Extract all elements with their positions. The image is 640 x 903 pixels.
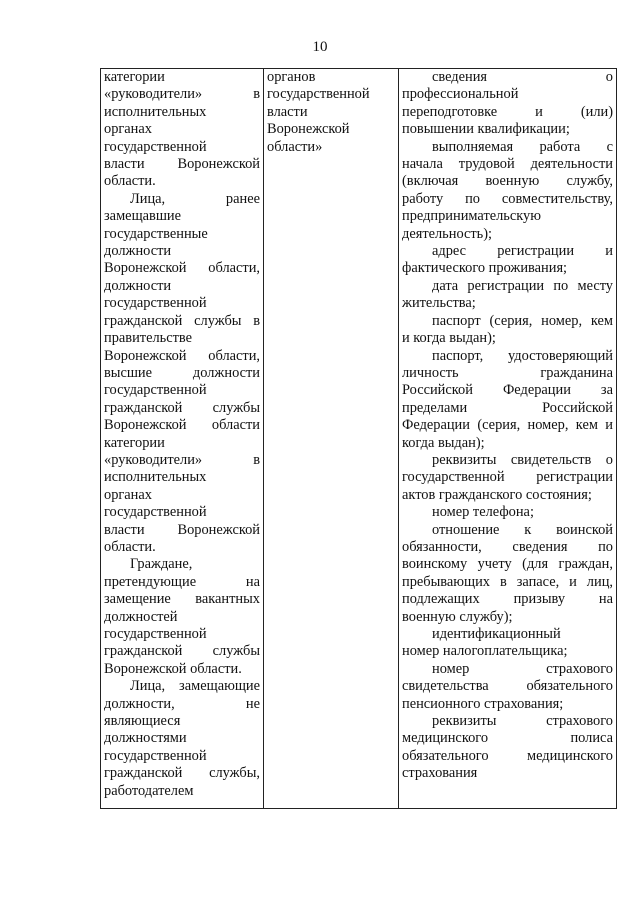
data-item-line: жительства; bbox=[402, 295, 476, 312]
operator-text-line: Воронежской bbox=[267, 121, 350, 138]
data-item-line: воинскому учету (для граждан, bbox=[402, 556, 613, 573]
column-operator bbox=[264, 69, 399, 809]
persons-text-line: гражданской службы bbox=[104, 399, 260, 416]
persons-text-line: Воронежской области bbox=[104, 417, 260, 434]
data-item-line: идентификационный bbox=[432, 626, 561, 642]
persons-text-line: государственной bbox=[104, 504, 207, 521]
column-persons bbox=[101, 69, 264, 809]
persons-text-line: власти Воронежской bbox=[104, 521, 260, 538]
data-item-line: военную службу); bbox=[402, 608, 513, 625]
page-number: 10 bbox=[312, 39, 328, 55]
persons-text-line: должности, не bbox=[104, 695, 260, 712]
data-item-line: предпринимательскую bbox=[402, 208, 541, 225]
data-item-line: Российской Федерации за bbox=[402, 382, 613, 399]
persons-text-line: государственные bbox=[104, 225, 208, 242]
data-item-line: реквизиты свидетельств о bbox=[432, 451, 613, 468]
persons-text-line: органах bbox=[104, 486, 152, 503]
persons-text-line: Лица, ранее bbox=[130, 190, 260, 207]
persons-text-line: государственной bbox=[104, 138, 207, 155]
persons-text-line: гражданской службы bbox=[104, 643, 260, 660]
persons-text-line: должности bbox=[104, 277, 172, 294]
data-item-line: повышении квалификации; bbox=[402, 121, 570, 138]
data-item-line: свидетельства обязательного bbox=[402, 678, 613, 695]
persons-text-line: должности bbox=[104, 243, 172, 260]
data-item-line: отношение к воинской bbox=[432, 521, 613, 538]
persons-text-line: Воронежской области, bbox=[104, 347, 260, 364]
data-item-line: работу по совместительству, bbox=[402, 190, 613, 207]
persons-text-line: власти Воронежской bbox=[104, 156, 260, 173]
persons-text-line: гражданской службы в bbox=[104, 312, 260, 329]
persons-text-line: претендующие на bbox=[104, 573, 260, 590]
data-item-line: переподготовке и (или) bbox=[402, 103, 613, 120]
data-item-line: подлежащих призыву на bbox=[402, 591, 613, 608]
persons-text-line: замещение вакантных bbox=[104, 591, 260, 608]
document-table bbox=[100, 68, 617, 809]
data-item-line: государственной регистрации bbox=[402, 469, 613, 486]
data-item-line: номер налогоплательщика; bbox=[402, 643, 568, 660]
data-item-line: медицинского полиса bbox=[402, 730, 613, 747]
operator-text-line: области» bbox=[267, 138, 323, 155]
data-item-line: паспорт, удостоверяющий bbox=[432, 347, 613, 364]
data-item-line: страхования bbox=[402, 765, 478, 782]
operator-text-line: власти bbox=[267, 103, 308, 120]
persons-text-line: государственной bbox=[104, 382, 207, 399]
data-item-line: пребывающих в запасе, и лиц, bbox=[402, 573, 613, 590]
data-item-line: пенсионного страхования; bbox=[402, 695, 564, 712]
table-row bbox=[101, 69, 617, 809]
data-item-line: фактического проживания; bbox=[402, 260, 568, 277]
persons-text-line: являющиеся bbox=[104, 713, 181, 730]
persons-text-line: исполнительных bbox=[104, 103, 207, 120]
persons-text-line: государственной bbox=[104, 626, 207, 642]
persons-text-line: органах bbox=[104, 121, 152, 138]
data-item-line: выполняемая работа с bbox=[432, 138, 613, 155]
persons-text-line: «руководители» в bbox=[104, 451, 260, 468]
persons-text-line: замещавшие bbox=[104, 208, 181, 225]
data-item-line: паспорт (серия, номер, кем bbox=[432, 312, 613, 329]
data-item-line: сведения о bbox=[432, 69, 613, 85]
persons-text-line: должностями bbox=[104, 730, 187, 747]
persons-text-line: области. bbox=[104, 173, 156, 190]
persons-text-line: категории bbox=[104, 434, 165, 451]
operator-text-line: органов bbox=[267, 69, 316, 85]
column-data-list bbox=[399, 69, 617, 809]
data-item-line: номер страхового bbox=[432, 660, 613, 677]
data-item-line: дата регистрации по месту bbox=[432, 277, 613, 294]
persons-text-line: высшие должности bbox=[104, 364, 260, 381]
data-item-line: актов гражданского состояния; bbox=[402, 486, 592, 503]
persons-text-line: гражданской службы, bbox=[104, 765, 260, 782]
persons-text-line: «руководители» в bbox=[104, 86, 260, 103]
data-item-line: номер телефона; bbox=[432, 504, 534, 521]
data-item-line: и когда выдан); bbox=[402, 330, 496, 347]
persons-text-line: государственной bbox=[104, 747, 207, 764]
data-item-line: личность гражданина bbox=[402, 364, 613, 381]
data-item-line: адрес регистрации и bbox=[432, 243, 613, 260]
operator-text-line: государственной bbox=[267, 86, 370, 103]
data-item-line: начала трудовой деятельности bbox=[402, 156, 613, 173]
data-item-line: пределами Российской bbox=[402, 399, 613, 416]
persons-text-line: Воронежской области. bbox=[104, 660, 242, 677]
persons-text-line: Воронежской области, bbox=[104, 260, 260, 277]
persons-text-line: правительстве bbox=[104, 330, 192, 347]
persons-text-line: исполнительных bbox=[104, 469, 207, 486]
persons-text-line: Граждане, bbox=[130, 556, 193, 573]
data-item-line: Федерации (серия, номер, кем и bbox=[402, 417, 613, 434]
persons-text-line: Лица, замещающие bbox=[130, 678, 260, 695]
data-item-line: профессиональной bbox=[402, 86, 519, 103]
data-item-line: деятельность); bbox=[402, 225, 493, 242]
persons-text-line: должностей bbox=[104, 608, 178, 625]
persons-text-line: работодателем bbox=[104, 782, 194, 799]
data-item-line: реквизиты страхового bbox=[432, 713, 613, 730]
data-item-line: обязательного медицинского bbox=[402, 747, 613, 764]
persons-text-line: области. bbox=[104, 538, 156, 555]
data-item-line: (включая военную службу, bbox=[402, 173, 613, 190]
persons-text-line: государственной bbox=[104, 295, 207, 312]
data-item-line: обязанности, сведения по bbox=[402, 538, 613, 555]
persons-text-line: категории bbox=[104, 69, 165, 85]
data-item-line: когда выдан); bbox=[402, 434, 485, 451]
